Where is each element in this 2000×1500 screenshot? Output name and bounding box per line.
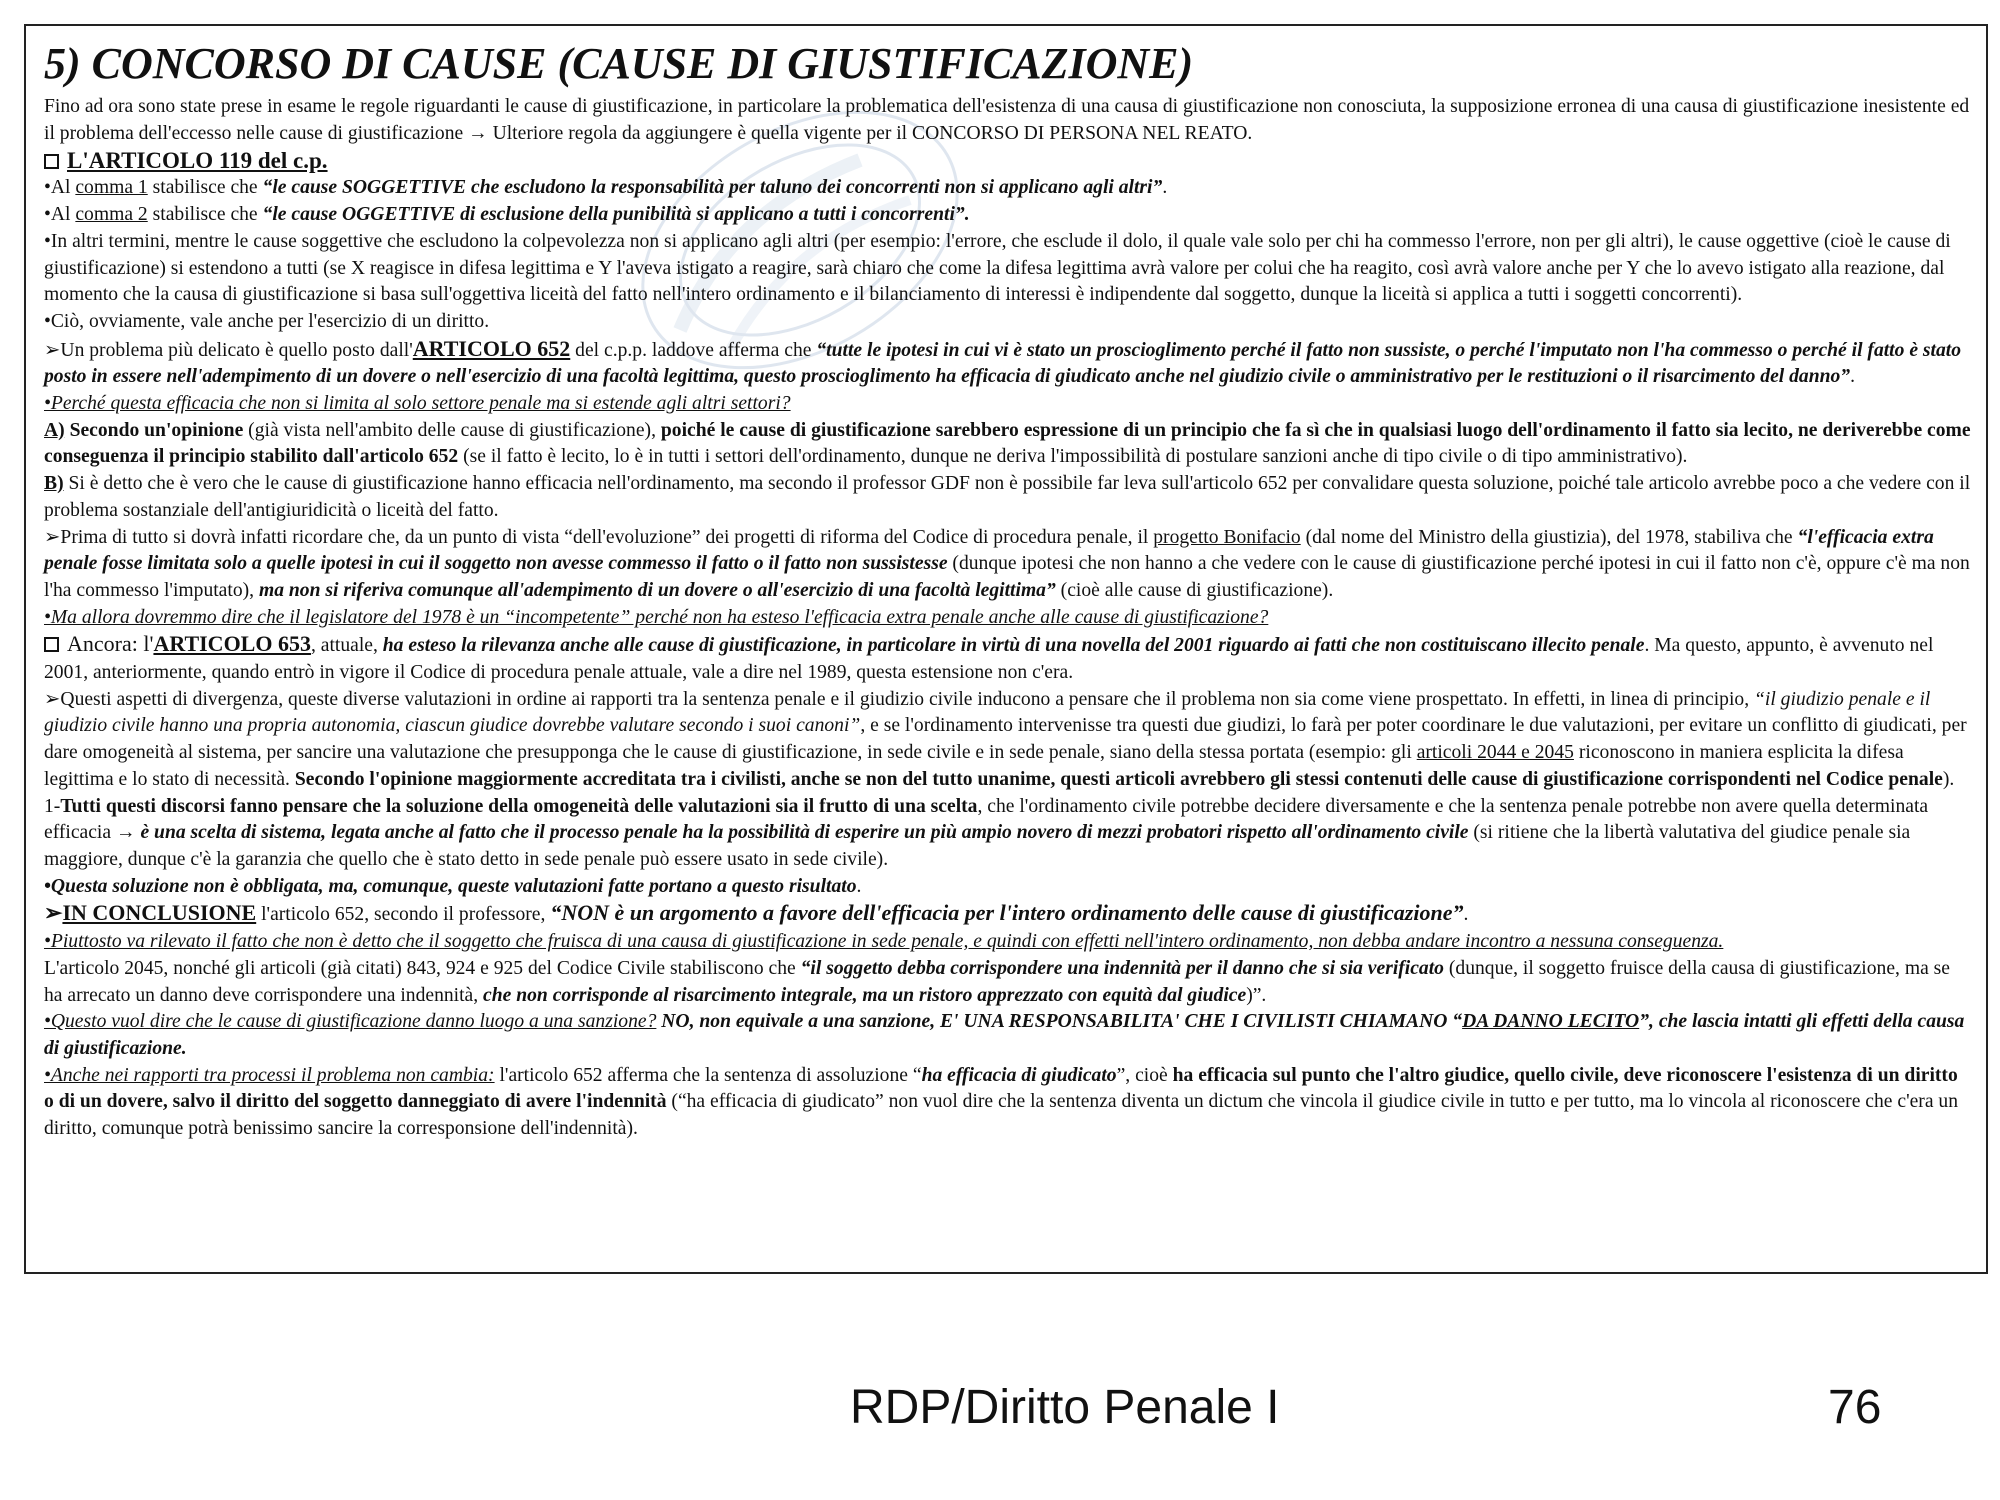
checkbox-square-icon [44,637,59,652]
page-number: 76 [1828,1381,1882,1434]
comma2-link: comma 2 [75,204,148,226]
sanzione-paragraph: •Questo vuol dire che le cause di giustificazione danno luogo a una sanzione? NO, non equivale a una sanzione, E' UNA RESPONSABILITA' CHE I CIVILISTI CHIAMANO “DA DANNO LECITO”, che lascia intatti gli effetti della causa di giustificazione. [44,1011,1965,1059]
bonifacio-link: progetto Bonifacio [1153,526,1301,548]
checkbox-square-icon [44,154,59,169]
question-legislatore: •Ma allora dovremmo dire che il legislatore del 1978 è un “incompetente” perché non ha esteso l'efficacia extra penale anche alle cause di giustificazione? [44,606,1269,628]
divergenza-paragraph: ➢Questi aspetti di divergenza, queste diverse valutazioni in ordine ai rapporti tra la sentenza penale e il giudizio civile inducono a pensare che il problema non sia come viene prospettato. In effetti, in linea di principio, “il giudizio penale e il giudizio civile hanno una propria autonomia, ciascun giudice dovrebbe valutare secondo i suoi canoni”, e se l'ordinamento intervenisse tra questi due giudizi, lo farà per poter coordinare le due valutazioni, per evitare un conflitto di giudicati, per dare omogeneità al sistema, per sancire una valutazione che presupponga che le cause di giustificazione, in sede civile e in sede penale, siano della stessa portata (esempio: gli articoli 2044 e 2045 riconoscono in maniera esplicita la difesa legittima e lo stato di necessità. Secondo l'opinione maggiormente accreditata tra i civilisti, anche se non del tutto unanime, questi articoli avrebbero gli stessi contenuti delle cause di giustificazione corrispondenti nel Codice penale). 1-Tutti questi discorsi fanno pensare che la soluzione della omogeneità delle valutazioni sia il frutto di una scelta, che l'ordinamento civile potrebbe decidere diversamente e che la sentenza penale potrebbe non avere quella determinata efficacia → è una scelta di sistema, legata anche al fatto che il processo penale ha la possibilità di esperire un più ampio novero di mezzi probatori rispetto all'ordinamento civile (si ritiene che la libertà valutativa del giudice penale sia maggiore, dunque c'è la garanzia che quello che è stato detto in sede penale può essere usato in sede civile). [44,688,1967,870]
comma2-paragraph: •Al comma 2 stabilisce che “le cause OGGETTIVE di esclusione della punibilità si applicano a tutti i concorrenti”. [44,204,970,226]
question-perche: •Perché questa efficacia che non si limita al solo settore penale ma si estende agli altri settori? [44,393,791,415]
processi-paragraph: •Anche nei rapporti tra processi il problema non cambia: l'articolo 652 afferma che la sentenza di assoluzione “ha efficacia di giudicato”, cioè ha efficacia sul punto che l'altro giudice, quello civile, deve riconoscere l'esistenza di un diritto o di un dovere, salvo il diritto del soggetto danneggiato di avere l'indennità (“ha efficacia di giudicato” non vuol dire che la sentenza diventa un dictum che vincola il giudice civile in tutto e per tutto, ma lo vincola al riconoscere che c'era un diritto, comunque potrà benissimo sancire la corresponsione dell'indennità). [44,1064,1959,1140]
opinion-a-paragraph: A) Secondo un'opinione (già vista nell'ambito delle cause di giustificazione), poiché le cause di giustificazione sarebbero espressione di un principio che fa sì che in qualsiasi luogo dell'ordinamento il fatto sia lecito, ne deriverebbe come conseguenza il principio stabilito dall'articolo 652 (se il fatto è lecito, lo è in tutti i settori dell'ordinamento, dunque ne deriva l'impossibilità di postulare sanzioni anche di tipo civile o di tipo amministrativo). [44,419,1971,468]
art652-quote: “tutte le ipotesi in cui vi è stato un proscioglimento perché il fatto non sussiste, o perché l'imputato non l'ha commesso o perché il fatto è stato posto in essere nell'adempimento di un dovere o nell'esercizio di una facoltà legittima, questo proscioglimento ha efficacia di giudicato anche nel giudizio civile o amministrativo per le restituzioni o il risarcimento del danno” [44,339,1962,388]
intro-paragraph: Fino ad ora sono state prese in esame le regole riguardanti le cause di giustificazione, in particolare la problematica dell'esistenza di una causa di giustificazione non conosciuta, la supposizione erronea di una causa di giustificazione inesistente ed il problema dell'eccesso nelle cause di giustificazione → Ulteriore regola da aggiungere è quella vigente per il CONCORSO DI PERSONA NEL REATO. [44,96,1970,144]
art652-paragraph: ➢Un problema più delicato è quello posto dall'ARTICOLO 652 del c.p.p. laddove afferma che “tutte le ipotesi in cui vi è stato un proscioglimento perché il fatto non sussiste, o perché l'imputato non l'ha commesso o perché il fatto è stato posto in essere nell'adempimento di un dovere o nell'esercizio di una facoltà legittima, questo proscioglimento ha efficacia di giudicato anche nel giudizio civile o amministrativo per le restituzioni o il risarcimento del danno”. [44,335,1962,388]
danno-lecito-link: DA DANNO LECITO [1462,1011,1640,1033]
comma1-paragraph: •Al comma 1 stabilisce che “le cause SOGGETTIVE che escludono la responsabilità per taluno dei concorrenti non si applicano agli altri”. [44,177,1168,199]
art653-label: ARTICOLO 653 [153,631,311,657]
articoli-2044-2045-link: articoli 2044 e 2045 [1416,742,1574,764]
comma1-link: comma 1 [75,177,148,199]
soluzione-paragraph: •Questa soluzione non è obbligata, ma, comunque, queste valutazioni fatte portano a questo risultato. [44,875,862,897]
comma2-quote: “le cause OGGETTIVE di esclusione della punibilità si applicano a tutti i concorrenti”. [262,204,970,226]
section-heading-art119: L'ARTICOLO 119 del c.p. [44,147,1972,175]
page-title: 5) CONCORSO DI CAUSE (CAUSE DI GIUSTIFICAZIONE) [44,39,1194,88]
conclusione-label: IN CONCLUSIONE [62,900,257,926]
altri-termini-paragraph: •In altri termini, mentre le cause soggettive che escludono la colpevolezza non si applicano agli altri (per esempio: l'errore, che esclude il dolo, il quale vale solo per chi ha commesso l'errore, non per gli altri), le cause oggettive (cioè le cause di giustificazione) si estendono a tutti (se X reagisce in difesa legittima e Y l'aveva istigato a reagire, sarà chiaro che come la difesa legittima avrà valore per colui che ha reagito, così avrà valore anche per Y che lo avevo istigato alla reazione, dal momento che la causa di giustificazione si basa sull'oggettiva liceità del fatto nell'intero ordinamento e il bilanciamento di interessi è indipendente dal soggetto, dunque la liceità si applica a tutti i soggetti concorrenti). [44,230,1951,306]
question-piuttosto: •Piuttosto va rilevato il fatto che non è detto che il soggetto che fruisca di una causa di giustificazione in sede penale, e quindi con effetti nell'intero ordinamento, non debba andare incontro a nessuna conseguenza. [44,931,1724,953]
comma1-quote: “le cause SOGGETTIVE che escludono la responsabilità per taluno dei concorrenti non si applicano agli altri” [262,177,1163,199]
bonifacio-paragraph: ➢Prima di tutto si dovrà infatti ricordare che, da un punto di vista “dell'evoluzione” dei progetti di riforma del Codice di procedura penale, il progetto Bonifacio (dal nome del Ministro della giustizia), del 1978, stabiliva che “l'efficacia extra penale fosse limitata solo a quelle ipotesi in cui il soggetto non avesse commesso il fatto o il fatto non sussistesse (dunque ipotesi che non hanno a che vedere con le cause di giustificazione perché ipotesi in cui il fatto non c'è, oppure c'è ma non l'ha commesso l'imputato), ma non si riferiva comunque all'adempimento di un dovere o all'esercizio di una facoltà legittima” (cioè alle cause di giustificazione). [44,526,1970,601]
cio-paragraph: •Ciò, ovviamente, vale anche per l'esercizio di un diritto. [44,310,490,332]
art652-label: ARTICOLO 652 [412,335,571,361]
conclusione-paragraph: ➢IN CONCLUSIONE l'articolo 652, secondo il professore, “NON è un argomento a favore dell'efficacia per l'intero ordinamento delle cause di giustificazione”. [44,900,1469,926]
art653-paragraph: Ancora: l'ARTICOLO 653, attuale, ha esteso la rilevanza anche alle cause di giustificazione, in particolare in virtù di una novella del 2001 riguardo ai fatti che non costituiscano illecito penale. Ma questo, appunto, è avvenuto nel 2001, anteriormente, quando entrò in vigore il Codice di procedura penale attuale, vale a dire nel 1989, questa estensione non c'era. [44,631,1934,684]
opinion-b-paragraph: B) Si è detto che è vero che le cause di giustificazione hanno efficacia nell'ordinamento, ma secondo il professor GDF non è possibile far leva sull'articolo 652 per convalidare questa soluzione, poiché tale articolo avrebbe poco a che vedere con il problema sostanziale dell'antigiuridicità o liceità del fatto. [44,473,1971,521]
art2045-paragraph: L'articolo 2045, nonché gli articoli (già citati) 843, 924 e 925 del Codice Civile stabiliscono che “il soggetto debba corrispondere una indennità per il danno che si sia verificato (dunque, il soggetto fruisce della causa di giustificazione, ma se ha arrecato un danno deve corrispondere una indennità, che non corrisponde al risarcimento integrale, ma un ristoro apprezzato con equità dal giudice)”. [44,957,1950,1006]
footer-course-title: RDP/Diritto Penale I [850,1381,1280,1434]
content-frame [24,24,1988,1274]
